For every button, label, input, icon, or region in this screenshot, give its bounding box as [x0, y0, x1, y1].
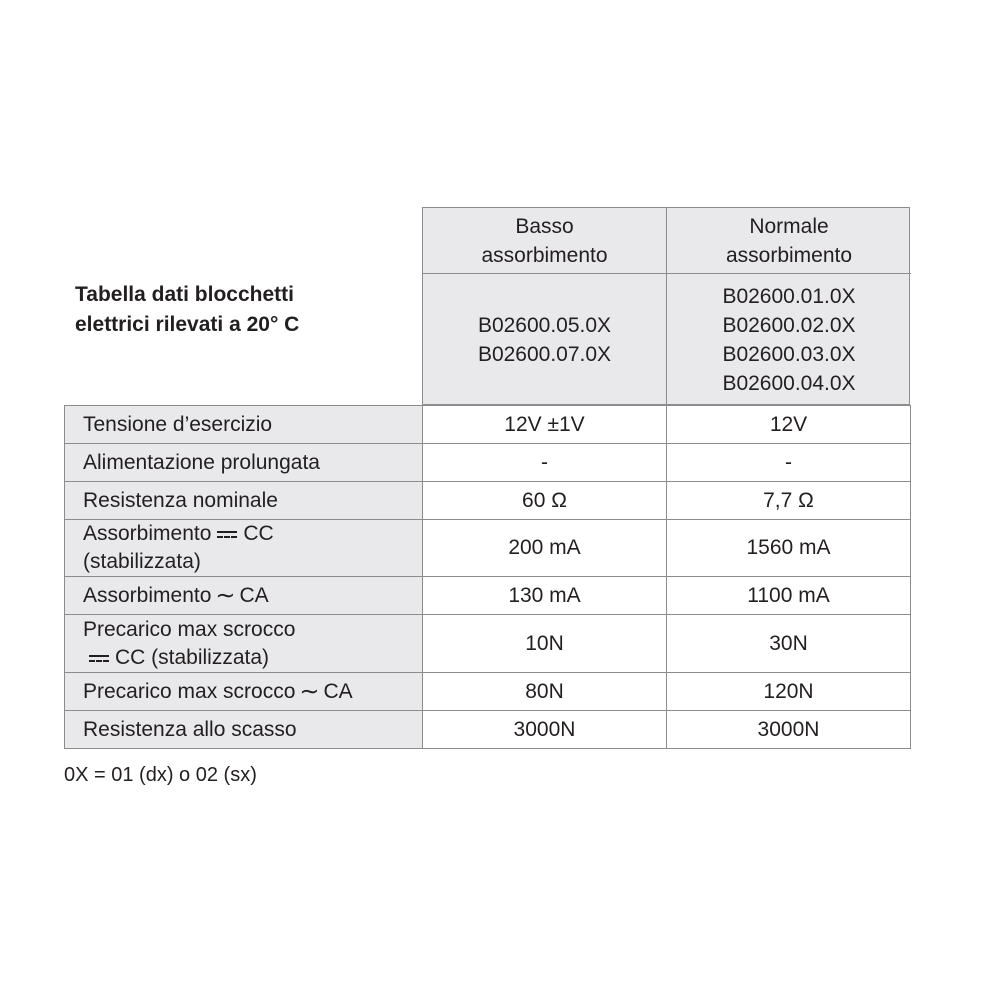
- product-code: B02600.01.0X: [722, 285, 856, 308]
- direct-current-icon: [89, 653, 109, 663]
- label-text: Assorbimento: [83, 583, 212, 607]
- row-label: Alimentazione prolungata: [65, 444, 423, 482]
- product-code: B02600.02.0X: [722, 314, 856, 337]
- table-row: [65, 444, 911, 482]
- row-label: [65, 577, 423, 615]
- product-code: B02600.04.0X: [722, 372, 856, 395]
- table-row: [65, 673, 911, 711]
- table-row: [65, 482, 911, 520]
- cell-value: 130 mA: [423, 577, 667, 615]
- label-text: CA: [323, 679, 353, 703]
- heading-line: assorbimento: [481, 243, 608, 267]
- cell-value: 200 mA: [423, 520, 667, 577]
- cell-value: 12V ±1V: [423, 406, 667, 444]
- direct-current-icon: [217, 529, 237, 539]
- codes-normal-consumption: [667, 274, 911, 406]
- cell-value: 80N: [423, 673, 667, 711]
- cell-value: 7,7 Ω: [667, 482, 911, 520]
- footnote: 0X = 01 (dx) o 02 (sx): [64, 764, 257, 786]
- row-label: [65, 615, 423, 673]
- cell-value: 12V: [667, 406, 911, 444]
- product-code: B02600.07.0X: [477, 343, 612, 366]
- data-table: [64, 405, 911, 749]
- column-heading-low-consumption: [423, 208, 667, 274]
- product-code: B02600.05.0X: [477, 314, 612, 337]
- label-text: CA: [239, 583, 269, 607]
- column-header-block: [422, 207, 910, 405]
- cell-value: 60 Ω: [423, 482, 667, 520]
- table-title: [75, 280, 405, 340]
- cell-value: -: [423, 444, 667, 482]
- cell-value: -: [667, 444, 911, 482]
- label-text: CC: [243, 522, 274, 545]
- table-row: [65, 711, 911, 749]
- alternating-current-icon: ∼: [299, 677, 320, 705]
- cell-value: 30N: [667, 615, 911, 673]
- table-row: [65, 577, 911, 615]
- table-row: [65, 406, 911, 444]
- heading-line: assorbimento: [725, 243, 853, 267]
- title-line-1: Tabella dati blocchetti: [75, 283, 294, 306]
- cell-value: 10N: [423, 615, 667, 673]
- cell-value: 1560 mA: [667, 520, 911, 577]
- cell-value: 120N: [667, 673, 911, 711]
- row-label: [65, 520, 423, 577]
- label-text: Precarico max scrocco: [83, 679, 296, 703]
- column-heading-normal-consumption: [667, 208, 911, 274]
- cell-value: 3000N: [667, 711, 911, 749]
- row-label: Tensione d’esercizio: [65, 406, 423, 444]
- title-line-2: elettrici rilevati a 20° C: [75, 313, 300, 336]
- row-label: [65, 673, 423, 711]
- label-text: Precarico max scrocco: [83, 617, 296, 641]
- product-code: B02600.03.0X: [722, 343, 856, 366]
- heading-line: Normale: [749, 214, 829, 238]
- label-text: (stabilizzata): [83, 550, 201, 573]
- heading-line: Basso: [515, 214, 574, 238]
- table-row: [65, 615, 911, 673]
- table-row: [65, 520, 911, 577]
- cell-value: 1100 mA: [667, 577, 911, 615]
- alternating-current-icon: ∼: [215, 581, 236, 609]
- codes-low-consumption: [423, 274, 667, 406]
- cell-value: 3000N: [423, 711, 667, 749]
- row-label: Resistenza allo scasso: [65, 711, 423, 749]
- label-text: CC (stabilizzata): [115, 645, 270, 669]
- label-text: Assorbimento: [83, 522, 212, 545]
- row-label: Resistenza nominale: [65, 482, 423, 520]
